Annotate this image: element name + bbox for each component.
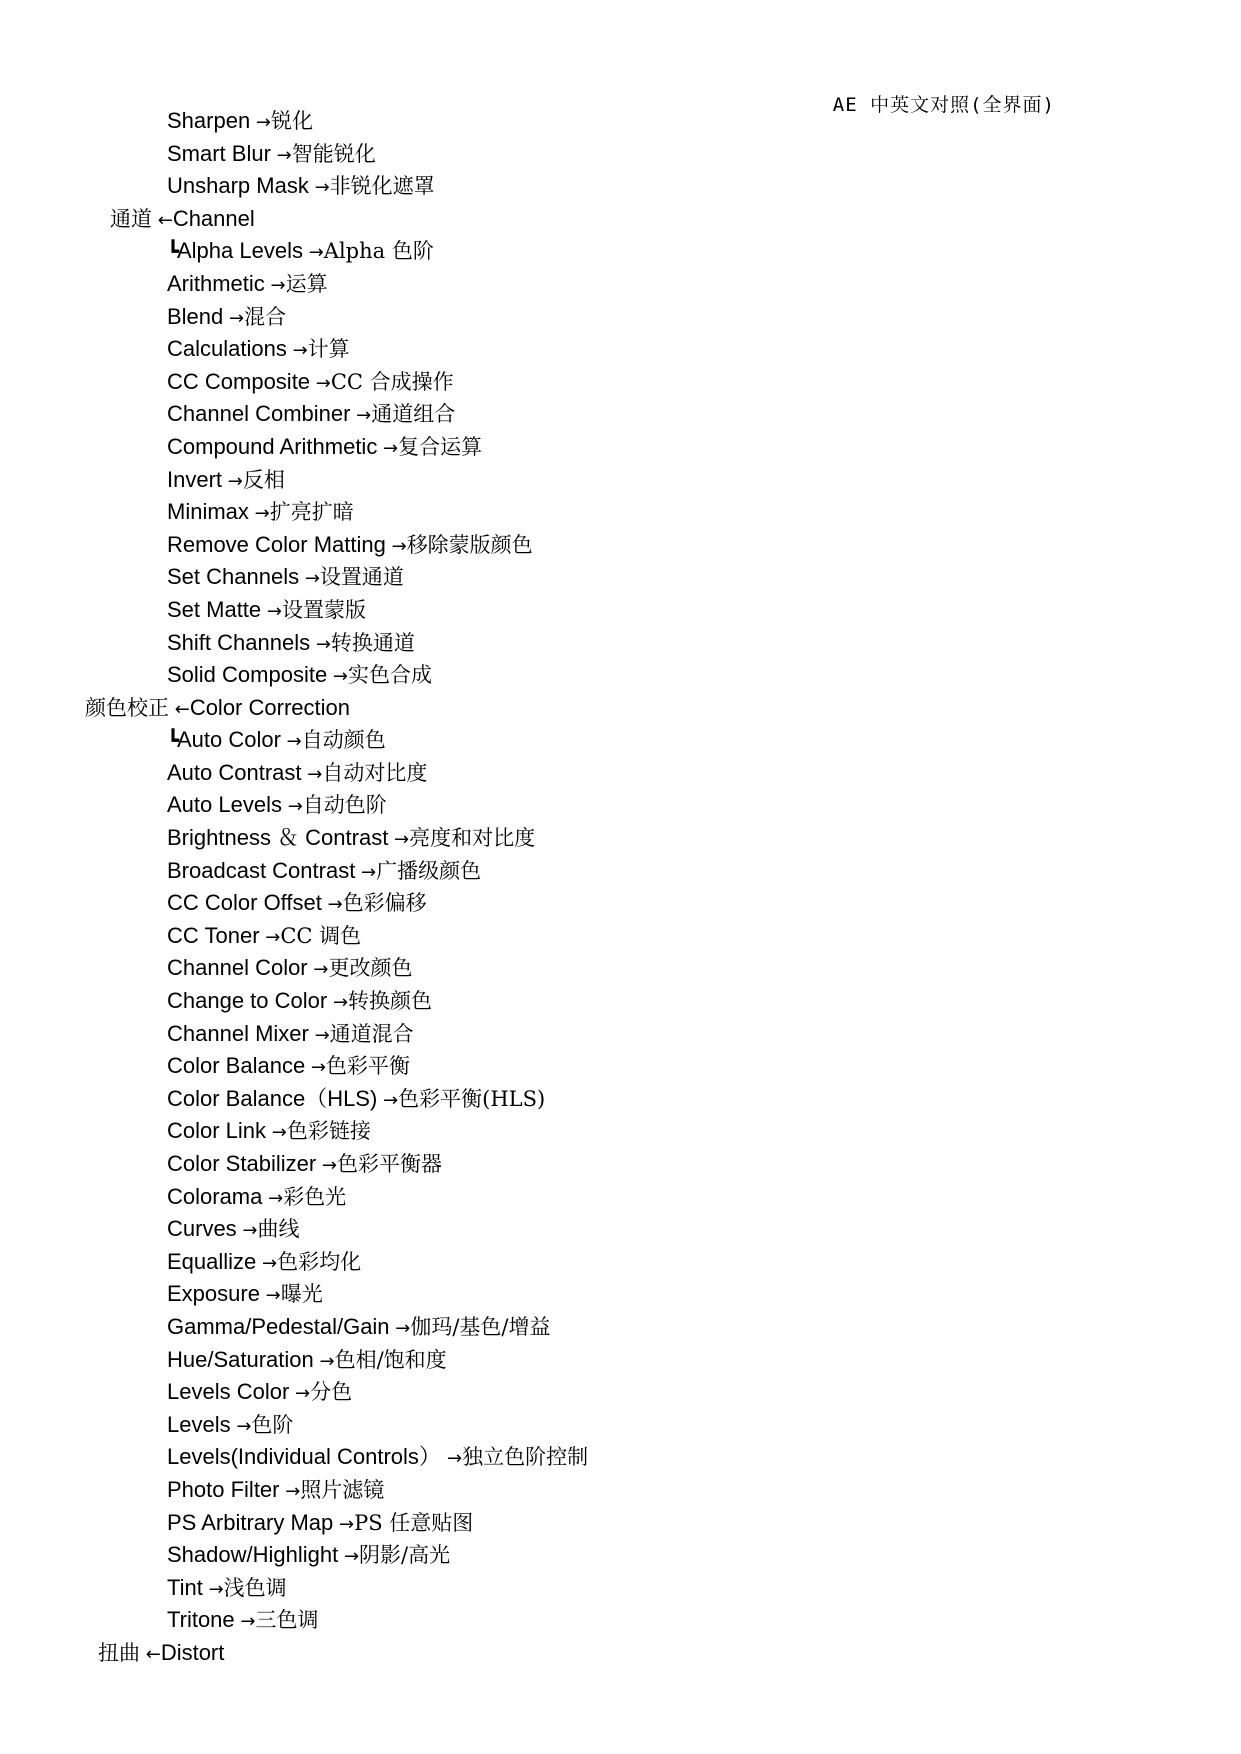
term-en: Tritone xyxy=(167,1607,235,1633)
term-zh: 照片滤镜 xyxy=(300,1477,385,1502)
term-item xyxy=(0,366,588,399)
term-zh: 色相/饱和度 xyxy=(334,1347,447,1372)
term-zh: 通道组合 xyxy=(371,402,456,427)
term-zh: 色彩偏移 xyxy=(342,891,427,916)
right-arrow-icon: → xyxy=(338,1546,360,1568)
term-en: Colorama xyxy=(167,1183,263,1209)
term-en: Auto Color xyxy=(177,727,281,753)
term-zh: 独立色阶控制 xyxy=(462,1445,589,1470)
right-arrow-icon: → xyxy=(377,437,399,459)
term-en: Smart Blur xyxy=(167,140,271,166)
term-item xyxy=(0,1344,588,1377)
term-en: Minimax xyxy=(167,499,249,525)
term-en: Levels(Individual Controls） xyxy=(167,1444,448,1470)
term-en: Color Link xyxy=(167,1118,267,1144)
term-en: Unsharp Mask xyxy=(167,173,309,199)
term-en: Shadow/Highlight xyxy=(167,1542,339,1568)
right-arrow-icon: → xyxy=(321,894,343,916)
term-en: Set Matte xyxy=(167,596,262,622)
term-zh: 色彩链接 xyxy=(286,1119,371,1144)
term-en: Auto Contrast xyxy=(167,759,302,785)
right-arrow-icon: → xyxy=(388,829,410,851)
term-en: Exposure xyxy=(167,1281,260,1307)
term-zh: 广播级颜色 xyxy=(376,858,482,883)
term-zh: 色彩平衡 xyxy=(326,1054,410,1079)
term-zh: PS 任意贴图 xyxy=(354,1510,474,1535)
term-en: Solid Composite xyxy=(167,662,328,688)
term-zh: 阴影/高光 xyxy=(359,1543,451,1568)
term-en: Curves xyxy=(167,1216,237,1242)
section-en-label: Channel xyxy=(172,205,255,231)
term-zh: 自动颜色 xyxy=(301,728,386,753)
right-arrow-icon: → xyxy=(223,307,245,329)
term-item xyxy=(0,1507,588,1540)
term-en: Color Balance xyxy=(167,1053,306,1079)
term-en: Compound Arithmetic xyxy=(167,433,378,459)
term-item xyxy=(0,1018,588,1051)
term-item xyxy=(0,1376,588,1409)
right-arrow-icon: → xyxy=(250,112,271,133)
term-list xyxy=(0,105,588,1670)
term-en: CC Color Offset xyxy=(167,890,322,916)
right-arrow-icon: → xyxy=(313,1350,335,1372)
term-en: CC Toner xyxy=(167,922,260,948)
right-arrow-icon: → xyxy=(327,666,348,688)
term-item xyxy=(0,887,588,920)
term-item xyxy=(0,594,588,627)
right-arrow-icon: → xyxy=(310,633,331,655)
right-arrow-icon: → xyxy=(280,731,302,753)
term-en: CC Composite xyxy=(167,368,311,394)
term-zh: 伽玛/基色/增益 xyxy=(410,1314,551,1339)
term-zh: 实色合成 xyxy=(348,663,432,688)
right-arrow-icon: → xyxy=(327,992,349,1014)
term-zh: 自动对比度 xyxy=(322,760,428,785)
right-arrow-icon: → xyxy=(230,1415,252,1437)
term-zh: 智能锐化 xyxy=(291,141,376,166)
right-arrow-icon: → xyxy=(447,1448,463,1470)
term-item xyxy=(0,659,588,692)
term-en: Auto Levels xyxy=(167,792,282,818)
term-item xyxy=(0,1311,588,1344)
term-zh: 色彩均化 xyxy=(277,1249,362,1274)
term-item xyxy=(0,1246,588,1279)
term-item xyxy=(0,855,588,888)
term-zh: 移除蒙版颜色 xyxy=(406,532,533,557)
term-item xyxy=(0,952,588,985)
term-en: Color Stabilizer xyxy=(167,1151,317,1176)
term-en: Brightness ＆ Contrast xyxy=(167,825,389,851)
right-arrow-icon: → xyxy=(248,503,270,525)
term-en: Gamma/Pedestal/Gain xyxy=(167,1313,390,1339)
term-zh: 复合运算 xyxy=(398,434,483,459)
section-zh-label: 扭曲 xyxy=(98,1640,140,1665)
term-en: Set Channels xyxy=(167,564,300,590)
term-en: Broadcast Contrast xyxy=(167,857,356,883)
right-arrow-icon: → xyxy=(377,1089,399,1111)
tree-branch-icon: ┗ xyxy=(167,239,180,264)
term-item xyxy=(0,431,588,464)
left-arrow-icon: ← xyxy=(169,698,190,720)
term-en: PS Arbitrary Map xyxy=(167,1509,334,1535)
term-zh: 转换颜色 xyxy=(348,989,433,1014)
term-item xyxy=(0,1148,588,1181)
right-arrow-icon: → xyxy=(202,1578,224,1600)
term-item xyxy=(0,1115,588,1148)
term-zh: CC 合成操作 xyxy=(330,369,454,394)
right-arrow-icon: → xyxy=(389,1317,411,1339)
term-item xyxy=(0,170,588,203)
term-zh: 亮度和对比度 xyxy=(409,826,536,851)
term-item xyxy=(0,1083,588,1116)
term-en: Equallize xyxy=(167,1248,257,1274)
term-en: Tint xyxy=(167,1574,203,1600)
section-heading xyxy=(0,692,588,725)
right-arrow-icon: → xyxy=(259,926,281,948)
term-en: Levels xyxy=(167,1411,231,1437)
right-arrow-icon: → xyxy=(236,1220,258,1242)
term-zh: 非锐化遮罩 xyxy=(329,174,435,199)
term-item xyxy=(0,1572,588,1605)
term-zh: 转换通道 xyxy=(330,630,415,655)
term-item xyxy=(0,105,588,138)
term-zh: 自动色阶 xyxy=(302,793,387,818)
term-item xyxy=(0,138,588,171)
term-item xyxy=(0,1181,588,1214)
right-arrow-icon: → xyxy=(264,274,286,296)
term-zh: 浅色调 xyxy=(223,1575,287,1600)
right-arrow-icon: → xyxy=(286,340,308,362)
term-item xyxy=(0,529,588,562)
right-arrow-icon: → xyxy=(281,796,303,818)
right-arrow-icon: → xyxy=(308,177,330,199)
term-en: Arithmetic xyxy=(167,270,265,296)
term-en: Invert xyxy=(167,466,223,492)
term-en: Calculations xyxy=(167,336,287,362)
term-item xyxy=(0,822,588,855)
term-en: Channel Color xyxy=(167,955,308,981)
right-arrow-icon: → xyxy=(222,470,243,492)
term-item xyxy=(0,1604,588,1637)
term-zh: 扩亮扩暗 xyxy=(269,500,354,525)
term-item xyxy=(0,1278,588,1311)
term-item xyxy=(0,1409,588,1442)
section-en-label: Color Correction xyxy=(189,694,350,720)
term-zh: 反相 xyxy=(242,467,285,492)
term-en: Sharpen xyxy=(167,108,251,133)
term-zh: 更改颜色 xyxy=(328,956,413,981)
right-arrow-icon: → xyxy=(262,1187,284,1209)
term-zh: 计算 xyxy=(307,337,350,362)
term-item xyxy=(0,1213,588,1246)
section-heading xyxy=(0,203,588,236)
term-en: Remove Color Matting xyxy=(167,531,386,557)
right-arrow-icon: → xyxy=(301,763,323,785)
right-arrow-icon: → xyxy=(261,600,282,622)
right-arrow-icon: → xyxy=(333,1513,355,1535)
term-en: Shift Channels xyxy=(167,629,311,655)
term-item xyxy=(0,920,588,953)
term-item xyxy=(0,1539,588,1572)
term-en: Photo Filter xyxy=(167,1476,280,1502)
right-arrow-icon: → xyxy=(385,535,407,557)
term-item xyxy=(0,1441,588,1474)
term-item xyxy=(0,464,588,497)
section-en-label: Distort xyxy=(160,1639,225,1665)
term-zh: 色彩平衡(HLS) xyxy=(398,1086,546,1111)
right-arrow-icon: → xyxy=(355,861,377,883)
page-header: AE 中英文对照(全界面) xyxy=(832,94,1055,116)
term-item xyxy=(0,1050,588,1083)
right-arrow-icon: → xyxy=(256,1252,278,1274)
term-zh: 设置蒙版 xyxy=(281,597,366,622)
right-arrow-icon: → xyxy=(234,1611,256,1633)
left-arrow-icon: ← xyxy=(152,209,173,231)
term-zh: 三色调 xyxy=(255,1608,319,1633)
term-en: Color Balance（HLS) xyxy=(167,1085,378,1111)
right-arrow-icon: → xyxy=(310,372,331,394)
term-item xyxy=(0,268,588,301)
right-arrow-icon: → xyxy=(350,405,372,427)
term-zh: 锐化 xyxy=(271,109,313,133)
term-en: Levels Color xyxy=(167,1379,290,1405)
right-arrow-icon: → xyxy=(307,959,329,981)
right-arrow-icon: → xyxy=(266,1122,287,1144)
term-zh: Alpha 色阶 xyxy=(323,239,434,264)
term-item xyxy=(0,561,588,594)
right-arrow-icon: → xyxy=(299,568,320,590)
term-item xyxy=(0,985,588,1018)
section-zh-label: 颜色校正 xyxy=(85,695,169,720)
term-zh: 通道混合 xyxy=(329,1021,414,1046)
term-zh: 分色 xyxy=(310,1380,353,1405)
term-zh: 彩色光 xyxy=(283,1184,347,1209)
right-arrow-icon: → xyxy=(259,1285,281,1307)
right-arrow-icon: → xyxy=(308,1024,330,1046)
term-zh: 混合 xyxy=(244,304,287,329)
term-zh: 色阶 xyxy=(251,1412,294,1437)
term-en: Channel Mixer xyxy=(167,1020,309,1046)
right-arrow-icon: → xyxy=(279,1480,301,1502)
term-zh: 曝光 xyxy=(280,1282,323,1307)
term-zh: 色彩平衡器 xyxy=(336,1152,442,1176)
term-item xyxy=(0,235,588,268)
right-arrow-icon: → xyxy=(302,242,324,264)
right-arrow-icon: → xyxy=(316,1155,337,1176)
term-item xyxy=(0,789,588,822)
term-zh: CC 调色 xyxy=(280,923,362,948)
section-zh-label: 通道 xyxy=(110,206,152,231)
term-item xyxy=(0,496,588,529)
term-en: Change to Color xyxy=(167,988,328,1014)
right-arrow-icon: → xyxy=(289,1383,311,1405)
term-en: Alpha Levels xyxy=(177,238,303,264)
right-arrow-icon: → xyxy=(305,1057,326,1079)
term-item xyxy=(0,301,588,334)
term-en: Hue/Saturation xyxy=(167,1346,314,1372)
term-en: Blend xyxy=(167,303,224,329)
left-arrow-icon: ← xyxy=(140,1643,161,1665)
right-arrow-icon: → xyxy=(270,144,292,166)
term-item xyxy=(0,757,588,790)
section-heading xyxy=(0,1637,588,1670)
term-item xyxy=(0,1474,588,1507)
term-item xyxy=(0,724,588,757)
term-item xyxy=(0,627,588,660)
tree-branch-icon: ┗ xyxy=(167,728,180,753)
term-zh: 设置通道 xyxy=(319,565,404,590)
term-zh: 运算 xyxy=(285,271,328,296)
term-item xyxy=(0,333,588,366)
term-en: Channel Combiner xyxy=(167,401,351,427)
term-item xyxy=(0,398,588,431)
term-zh: 曲线 xyxy=(257,1217,300,1242)
